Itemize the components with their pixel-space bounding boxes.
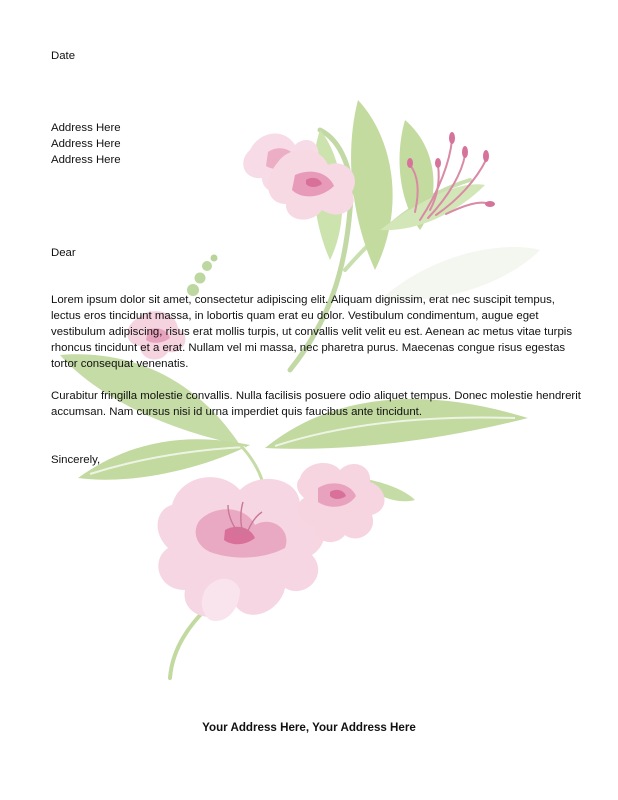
lower-stem [170,610,205,678]
dot [202,261,212,271]
dot [195,273,206,284]
address-line-1: Address Here [51,122,121,134]
salutation: Dear [51,247,76,259]
address-line-2: Address Here [51,138,121,150]
address-line-3: Address Here [51,154,121,166]
stem-connector [240,445,262,480]
dot [211,255,218,262]
lower-leaf-left-2 [78,439,250,480]
flower-upper-right [268,150,355,220]
date-label: Date [51,50,76,62]
closing: Sincerely, [51,454,101,466]
recipient-address [51,120,121,168]
body-paragraph-2: Curabitur fringilla molestie convallis. Nulla facilisis posuere odio aliquet tempus. Donec molestie hendrerit accumsan. Nam cursus nisi id urna imperdiet quis faucibus ante tincidunt. [51,390,581,418]
flower-lower-large [158,477,325,621]
body-paragraph-1: Lorem ipsum dolor sit amet, consectetur adipiscing elit. Aliquam dignissim, erat nec suscipit tempus, lectus eros tincidunt massa, in lobortis quam erat eu dolor. Vestibulum condimentum, augue eget vestibulum adipiscing, risus erat mollis turpis, ut convallis velit velit eu est. Aenean ac metus vitae turpis rhoncus tincidunt et a erat. Nullam vel mi massa, nec pharetra purus. Maecenas congue risus egestas tortor consequat venenatis. [51,294,573,370]
footer-address: Your Address Here, Your Address Here [202,721,416,734]
upper-leaf-1 [351,100,393,270]
